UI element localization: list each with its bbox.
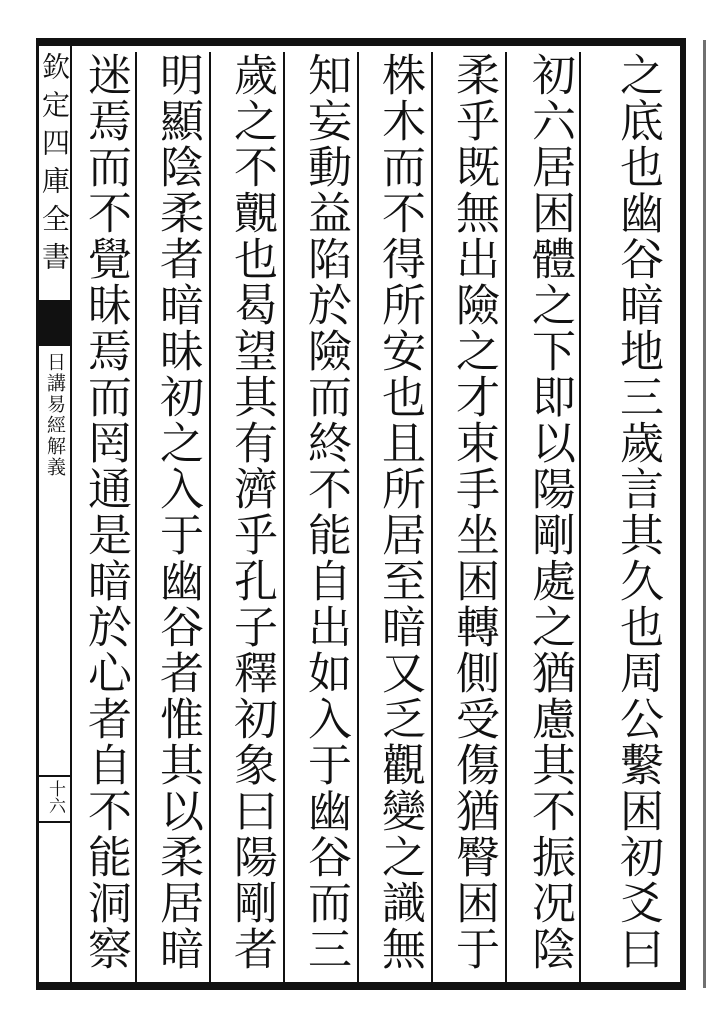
folio-number: 十六 [45,780,65,814]
text-column-3-text: 柔乎既無出險之才束手坐困轉側受傷猶臀困于 [448,52,499,972]
text-column-5 [288,52,362,982]
text-column-7-text: 明顯陰柔者暗昧初之入于幽谷者惟其以柔居暗 [152,52,203,972]
text-column-8 [68,52,142,982]
text-column-8-text: 迷焉而不覺昧焉而罔通是暗於心者自不能洞察 [80,52,131,972]
page-edge [703,40,706,988]
text-column-2 [512,52,586,982]
text-column-6 [214,52,288,982]
text-column-4-text: 株木而不得所安也且所居至暗又乏觀變之識無 [374,52,425,972]
fishtail-mark [36,300,70,346]
collection-title: 欽定四庫全書 [38,52,71,280]
text-column-1-text: 之底也幽谷暗地三歲言其久也周公繫困初爻曰 [612,52,663,972]
text-column-4 [362,52,436,982]
text-column-6-text: 歲之不覿也曷望其有濟乎孔子釋初象曰陽剛者 [226,52,277,972]
text-column-1 [600,52,674,982]
book-title: 日講易經解義 [44,352,66,478]
text-column-5-text: 知妄動益陷於險而終不能自出如入于幽谷而三 [300,52,351,972]
text-column-3 [436,52,510,982]
text-column-2-text: 初六居困體之下即以陽剛處之猶慮其不振况陰 [524,52,575,972]
text-column-7 [140,52,214,982]
